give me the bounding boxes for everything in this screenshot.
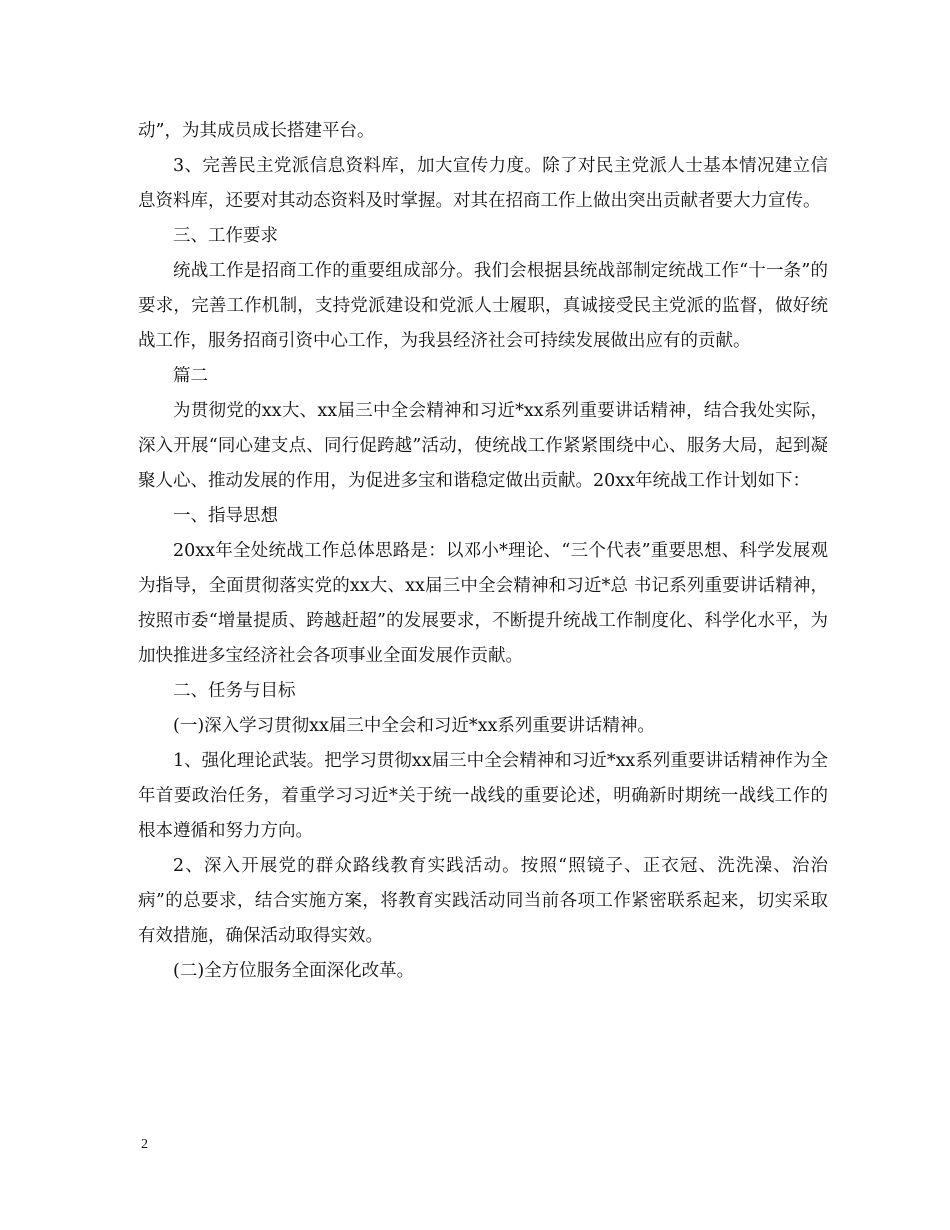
paragraph: 2、深入开展党的群众路线教育实践活动。按照“照镜子、正衣冠、洗洗澡、治治病”的总要求，结合实施方案，将教育实践活动同当前各项工作紧密联系起来，切实采取有效措施，确保活动取得实效。 bbox=[138, 856, 828, 946]
paragraph: 1、强化理论武装。把学习贯彻xx届三中全会精神和习近*xx系列重要讲话精神作为全年首要政治任务，着重学习习近*关于统一战线的重要论述，明确新时期统一战线工作的根本遵循和努力方向。 bbox=[138, 751, 828, 841]
document-body bbox=[138, 114, 828, 989]
page-number: 2 bbox=[141, 1137, 148, 1152]
section-heading: 篇二 bbox=[173, 366, 208, 386]
paragraph: 统战工作是招商工作的重要组成部分。我们会根据县统战部制定统战工作“十一条”的要求，完善工作机制，支持党派建设和党派人士履职，真诚接受民主党派的监督，做好统战工作，服务招商引资中心工作，为我县经济社会可持续发展做出应有的贡献。 bbox=[138, 261, 828, 351]
section-heading: 三、工作要求 bbox=[173, 226, 278, 246]
section-heading: 一、指导思想 bbox=[173, 506, 278, 526]
paragraph: 3、完善民主党派信息资料库，加大宣传力度。除了对民主党派人士基本情况建立信息资料库，还要对其动态资料及时掌握。对其在招商工作上做出突出贡献者要大力宣传。 bbox=[138, 156, 828, 211]
paragraph: 20xx年全处统战工作总体思路是：以邓小*理论、“三个代表”重要思想、科学发展观为指导，全面贯彻落实党的xx大、xx届三中全会精神和习近*总 书记系列重要讲话精神，按照市委“增量提质、跨越赶超”的发展要求，不断提升统战工作制度化、科学化水平，为加快推进多宝经济社会各项事业全面发展作贡献。 bbox=[138, 541, 828, 666]
section-heading: 二、任务与目标 bbox=[173, 681, 296, 701]
subsection-heading: (一)深入学习贯彻xx届三中全会和习近*xx系列重要讲话精神。 bbox=[173, 716, 655, 736]
subsection-heading: (二)全方位服务全面深化改革。 bbox=[173, 961, 415, 981]
paragraph: 为贯彻党的xx大、xx届三中全会精神和习近*xx系列重要讲话精神，结合我处实际，深入开展“同心建支点、同行促跨越”活动，使统战工作紧紧围绕中心、服务大局，起到凝聚人心、推动发展的作用，为促进多宝和谐稳定做出贡献。20xx年统战工作计划如下： bbox=[138, 401, 828, 491]
paragraph: 动”，为其成员成长搭建平台。 bbox=[138, 121, 375, 141]
